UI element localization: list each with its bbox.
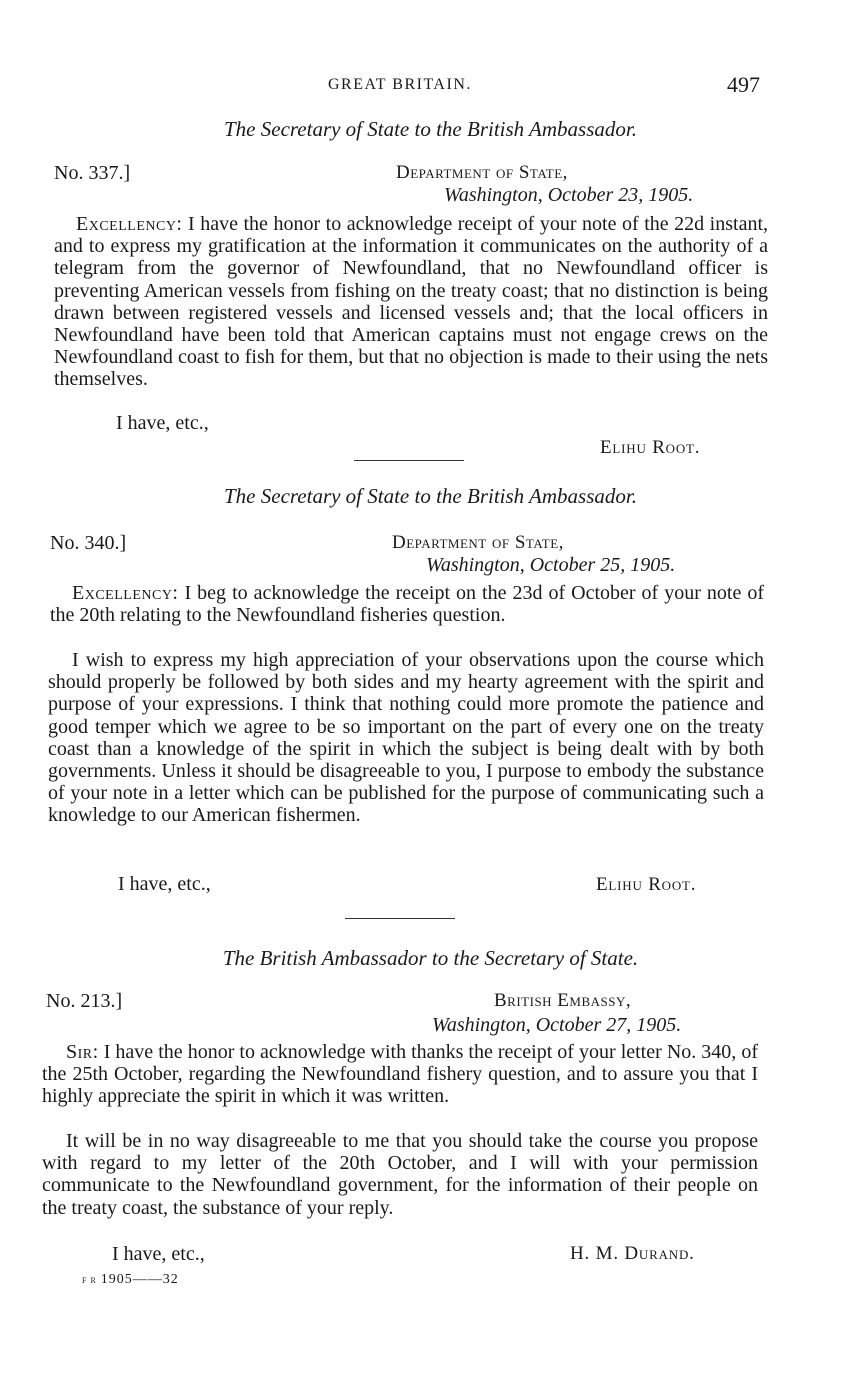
paragraph-text: It will be in no way disagreeable to me that you should take the course you propose with regard to my letter of the 20th October, and I will with your permission communicate to the Newfoundland government, for the information of their people on the treaty coast, the substance of your reply.	[42, 1130, 758, 1219]
dateline: Washington, October 25, 1905.	[426, 554, 676, 576]
closing: I have, etc.,	[116, 412, 209, 434]
department-line: Department of State,	[392, 532, 564, 553]
department-line: Department of State,	[396, 162, 568, 183]
paragraph-text: I beg to acknowledge the receipt on the 23d of October of your note of the 20th relating to the Newfoundland fisheries question.	[50, 582, 764, 627]
letter-paragraph	[50, 582, 764, 626]
department-line: British Embassy,	[494, 990, 632, 1011]
dateline: Washington, October 27, 1905.	[432, 1014, 682, 1036]
paragraph-text: I wish to express my high appreciation of your observations upon the course which should properly be followed by both sides and my hearty agreement with the spirit and purpose of your expressions. I think that nothing could more promote the patience and good temper which we agree to be so important on the part of every one on the treaty coast than a knowledge of the spirit in which the subject is being dealt with by both governments. Unless it should be disagreeable to you, I purpose to embody the substance of your note in a letter which can be published for the purpose of communicating such a knowledge to our American fishermen.	[48, 649, 764, 827]
closing: I have, etc.,	[112, 1243, 205, 1265]
paragraph-text: I have the honor to acknowledge with thanks the receipt of your letter No. 340, of the 25th October, regarding the Newfoundland fishery question, and to assure you that I highly appreciate the spirit in which it was written.	[42, 1041, 758, 1108]
letter-number: No. 337.]	[54, 162, 131, 184]
letter-paragraph	[42, 1130, 758, 1219]
page-number: 497	[727, 72, 760, 97]
signature: H. M. Durand.	[570, 1243, 695, 1264]
letter-title: The Secretary of State to the British Ambassador.	[224, 117, 637, 141]
paragraph-text: I have the honor to acknowledge receipt of your note of the 22d instant, and to express my gratification at the information it communicates on the authority of a telegram from the governor of Newfoundland, that no Newfoundland officer is preventing American vessels from fishing on the treaty coast; that no distinction is being drawn between registered vessels and licensed vessels and; that the local officers in Newfoundland have been told that American captains must not engage crews on the Newfoundland coast to fish for them, but that no objection is made to their using the nets themselves.	[54, 213, 769, 391]
page-header	[0, 72, 861, 102]
letter-number: No. 340.]	[50, 532, 127, 554]
printer-signature-mark: f r 1905——32	[82, 1272, 179, 1287]
salutation: Excellency:	[76, 213, 183, 235]
signature: Elihu Root.	[600, 437, 701, 458]
closing: I have, etc.,	[118, 873, 211, 895]
dateline: Washington, October 23, 1905.	[444, 184, 694, 206]
letter-paragraph	[48, 649, 764, 827]
letter-paragraph	[54, 213, 768, 391]
letter-paragraph	[42, 1041, 758, 1108]
letter-title: The British Ambassador to the Secretary of State.	[222, 946, 639, 970]
letter-title: The Secretary of State to the British Ambassador.	[224, 484, 637, 508]
salutation: Sir:	[66, 1041, 99, 1063]
section-divider	[354, 460, 464, 461]
signature: Elihu Root.	[596, 874, 697, 895]
section-divider	[345, 918, 455, 919]
salutation: Excellency:	[72, 582, 179, 604]
letter-number: No. 213.]	[46, 990, 123, 1012]
running-head: GREAT BRITAIN.	[328, 76, 472, 93]
